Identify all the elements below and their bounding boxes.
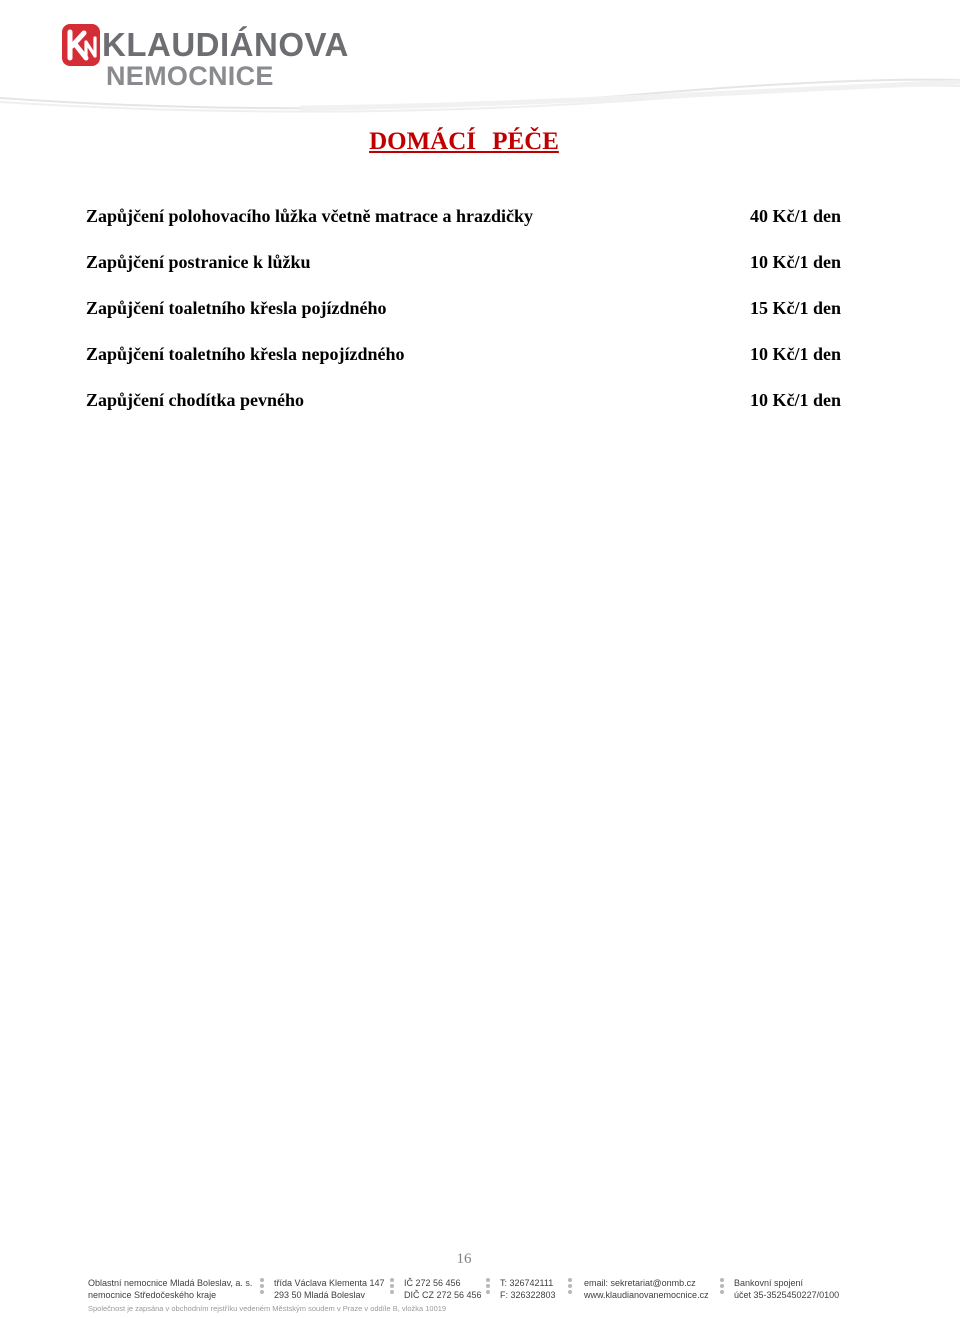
item-label: Zapůjčení postranice k lůžku — [86, 252, 311, 272]
footer-separator — [390, 1278, 394, 1300]
footer-separator — [486, 1278, 490, 1300]
page-title: DOMÁCÍ PÉČE — [369, 128, 559, 155]
footer-city: 293 50 Mladá Boleslav — [274, 1290, 366, 1300]
logo-text-klaudianova: KLAUDIÁNOVA — [102, 26, 349, 63]
footer-bank-label: Bankovní spojení — [734, 1278, 804, 1288]
item-label: Zapůjčení chodítka pevného — [86, 390, 305, 410]
price-list-item — [86, 342, 876, 388]
footer-company — [88, 1277, 252, 1301]
item-price: 15 Kč/1 den — [749, 298, 841, 318]
footer-street: třída Václava Klementa 147 — [274, 1278, 385, 1288]
price-list-item — [86, 204, 876, 250]
page-number: 16 — [456, 1251, 472, 1267]
price-list-item — [86, 296, 876, 342]
footer-dic: DIČ CZ 272 56 456 — [404, 1290, 482, 1300]
logo-text-nemocnice: NEMOCNICE — [106, 61, 274, 91]
item-price: 10 Kč/1 den — [749, 344, 841, 364]
footer-company-subtitle: nemocnice Středočeského kraje — [88, 1290, 217, 1300]
footer-bank — [734, 1277, 839, 1301]
price-list-item — [86, 388, 876, 434]
item-price: 10 Kč/1 den — [749, 252, 841, 272]
footer-email: email: sekretariat@onmb.cz — [584, 1278, 696, 1288]
item-label: Zapůjčení polohovacího lůžka včetně matrace a hrazdičky — [86, 206, 533, 226]
footer-website: www.klaudianovanemocnice.cz — [584, 1290, 709, 1300]
price-list — [86, 204, 876, 434]
footer-contact — [584, 1277, 709, 1301]
footer-tax-ids — [404, 1277, 482, 1301]
footer-phones — [500, 1277, 556, 1301]
footer-registry-note: Společnost je zapsána v obchodním rejstříku vedeném Městským soudem v Praze v oddíle B, vložka 10019 — [88, 1304, 447, 1313]
hospital-logo-mark-icon — [62, 24, 100, 66]
footer-bank-account: účet 35-3525450227/0100 — [734, 1290, 840, 1300]
item-label: Zapůjčení toaletního křesla nepojízdného — [86, 344, 405, 364]
item-price: 10 Kč/1 den — [749, 390, 841, 410]
page-header — [0, 0, 960, 120]
footer-separator — [568, 1278, 572, 1300]
footer-phone: T: 326742111 — [500, 1278, 554, 1288]
footer-separator — [720, 1278, 724, 1300]
footer-ico: IČ 272 56 456 — [404, 1278, 461, 1288]
item-price: 40 Kč/1 den — [749, 206, 841, 226]
footer-company-name: Oblastní nemocnice Mladá Boleslav, a. s. — [88, 1278, 253, 1288]
item-label: Zapůjčení toaletního křesla pojízdného — [86, 298, 387, 318]
footer-fax: F: 326322803 — [500, 1290, 556, 1300]
price-list-item — [86, 250, 876, 296]
footer-address — [274, 1277, 385, 1301]
footer-separator — [260, 1278, 264, 1300]
